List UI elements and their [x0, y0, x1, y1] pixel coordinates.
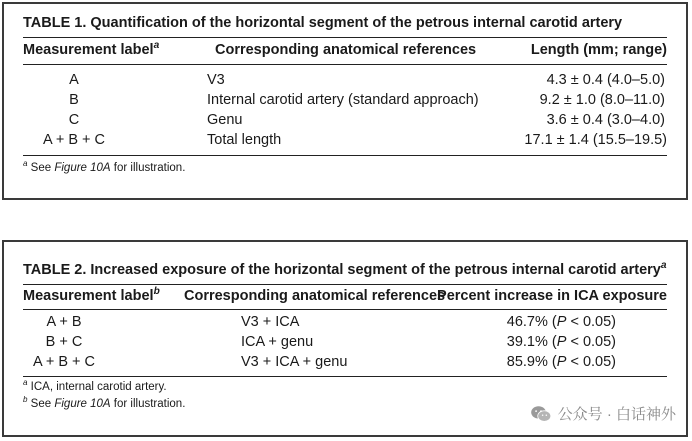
watermark	[530, 403, 676, 424]
table-2-footnote-a-sup: a	[23, 378, 28, 388]
table-2-header-refs: Corresponding anatomical references	[184, 288, 446, 304]
table-2-row-3-pct: 85.9% (	[506, 354, 557, 370]
table-2-footnote-b	[23, 395, 186, 410]
table-1-row-1-value: 4.3 ± 0.4 (4.0–5.0)	[546, 72, 665, 88]
table-2-row-2-p: P	[556, 334, 567, 350]
table-1-caption: TABLE 1. Quantification of the horizontal segment of the petrous internal carotid artery	[23, 15, 623, 31]
table-2-header-rule	[23, 309, 667, 310]
table-2-footnote-b-post: for illustration.	[110, 398, 186, 410]
table-2-row-1-pct: 46.7% (	[506, 314, 557, 330]
table-1-row-3-value: 3.6 ± 0.4 (3.0–4.0)	[546, 112, 665, 128]
table-1-footnote-a	[23, 159, 186, 174]
table-1-row-2-label: B	[69, 92, 79, 108]
table-1-row-4-label: A + B + C	[42, 132, 106, 148]
table-1-footnote-a-post: for illustration.	[110, 162, 186, 174]
table-1-header-refs: Corresponding anatomical references	[215, 42, 477, 58]
table-2-row-1-ref: V3 + ICA	[241, 314, 300, 330]
table-2-caption-sup: a	[660, 260, 667, 272]
table-1-bottom-rule	[23, 155, 667, 156]
table-2-row-2-label: B + C	[45, 334, 83, 350]
table-1-row-4-value: 17.1 ± 1.4 (15.5–19.5)	[524, 132, 667, 148]
table-2-header-label	[23, 288, 160, 304]
table-2-footnote-b-pre: See	[27, 398, 55, 410]
table-1-header-label-text: Measurement label	[23, 42, 154, 58]
table-1-row-3-label: C	[68, 112, 80, 128]
table-1-row-2-ref: Internal carotid artery (standard approach)	[207, 92, 479, 108]
table-2-row-3-ref: V3 + ICA + genu	[241, 354, 348, 370]
table-2-row-1-label: A + B	[46, 314, 82, 330]
table-1-row-1-ref: V3	[207, 72, 225, 88]
table-1-row-1-label: A	[69, 72, 79, 88]
table-2	[2, 240, 688, 437]
table-1-row-3-ref: Genu	[207, 112, 243, 128]
table-2-row-3-label: A + B + C	[32, 354, 96, 370]
table-2-bottom-rule	[23, 376, 667, 377]
table-2-row-3-cond: < 0.05)	[566, 354, 616, 370]
table-1-header-label-sup: a	[153, 40, 160, 52]
table-2-row-2-pct: 39.1% (	[506, 334, 557, 350]
table-2-footnote-b-italic: Figure 10A	[54, 398, 111, 410]
table-2-header-percent: Percent increase in ICA exposure	[437, 288, 667, 304]
table-2-row-2-ref: ICA + genu	[241, 334, 314, 350]
table-1-header-length: Length (mm; range)	[530, 42, 667, 58]
table-1-footnote-a-pre: See	[27, 162, 55, 174]
table-2-header-label-text: Measurement label	[23, 288, 154, 304]
table-2-header-label-sup: b	[153, 286, 160, 298]
wechat-icon	[530, 405, 552, 423]
table-2-footnote-a-text: ICA, internal carotid artery.	[27, 381, 167, 393]
table-2-row-3-percent	[507, 354, 616, 370]
table-2-caption-text: TABLE 2. Increased exposure of the horizontal segment of the petrous internal carotid artery	[23, 262, 661, 278]
table-1-footnote-a-sup: a	[23, 159, 28, 169]
table-1-row-2-value: 9.2 ± 1.0 (8.0–11.0)	[539, 92, 665, 108]
table-2-footnote-a	[23, 378, 167, 393]
table-2-row-1-percent	[507, 314, 616, 330]
table-1-header-label	[23, 42, 159, 58]
table-2-top-rule	[23, 284, 667, 285]
table-1-footnote-a-italic: Figure 10A	[54, 162, 111, 174]
table-1-top-rule	[23, 37, 667, 38]
watermark-text: 公众号 · 白话神外	[557, 406, 676, 423]
table-1-row-4-ref: Total length	[207, 132, 282, 148]
table-2-row-1-p: P	[556, 314, 567, 330]
table-2-caption	[23, 262, 667, 278]
table-2-row-2-cond: < 0.05)	[566, 334, 616, 350]
table-1	[2, 2, 688, 200]
table-2-row-3-p: P	[556, 354, 567, 370]
table-1-header-rule	[23, 64, 667, 65]
table-2-row-1-cond: < 0.05)	[566, 314, 616, 330]
table-2-footnote-b-sup: b	[23, 395, 28, 405]
table-2-row-2-percent	[507, 334, 616, 350]
